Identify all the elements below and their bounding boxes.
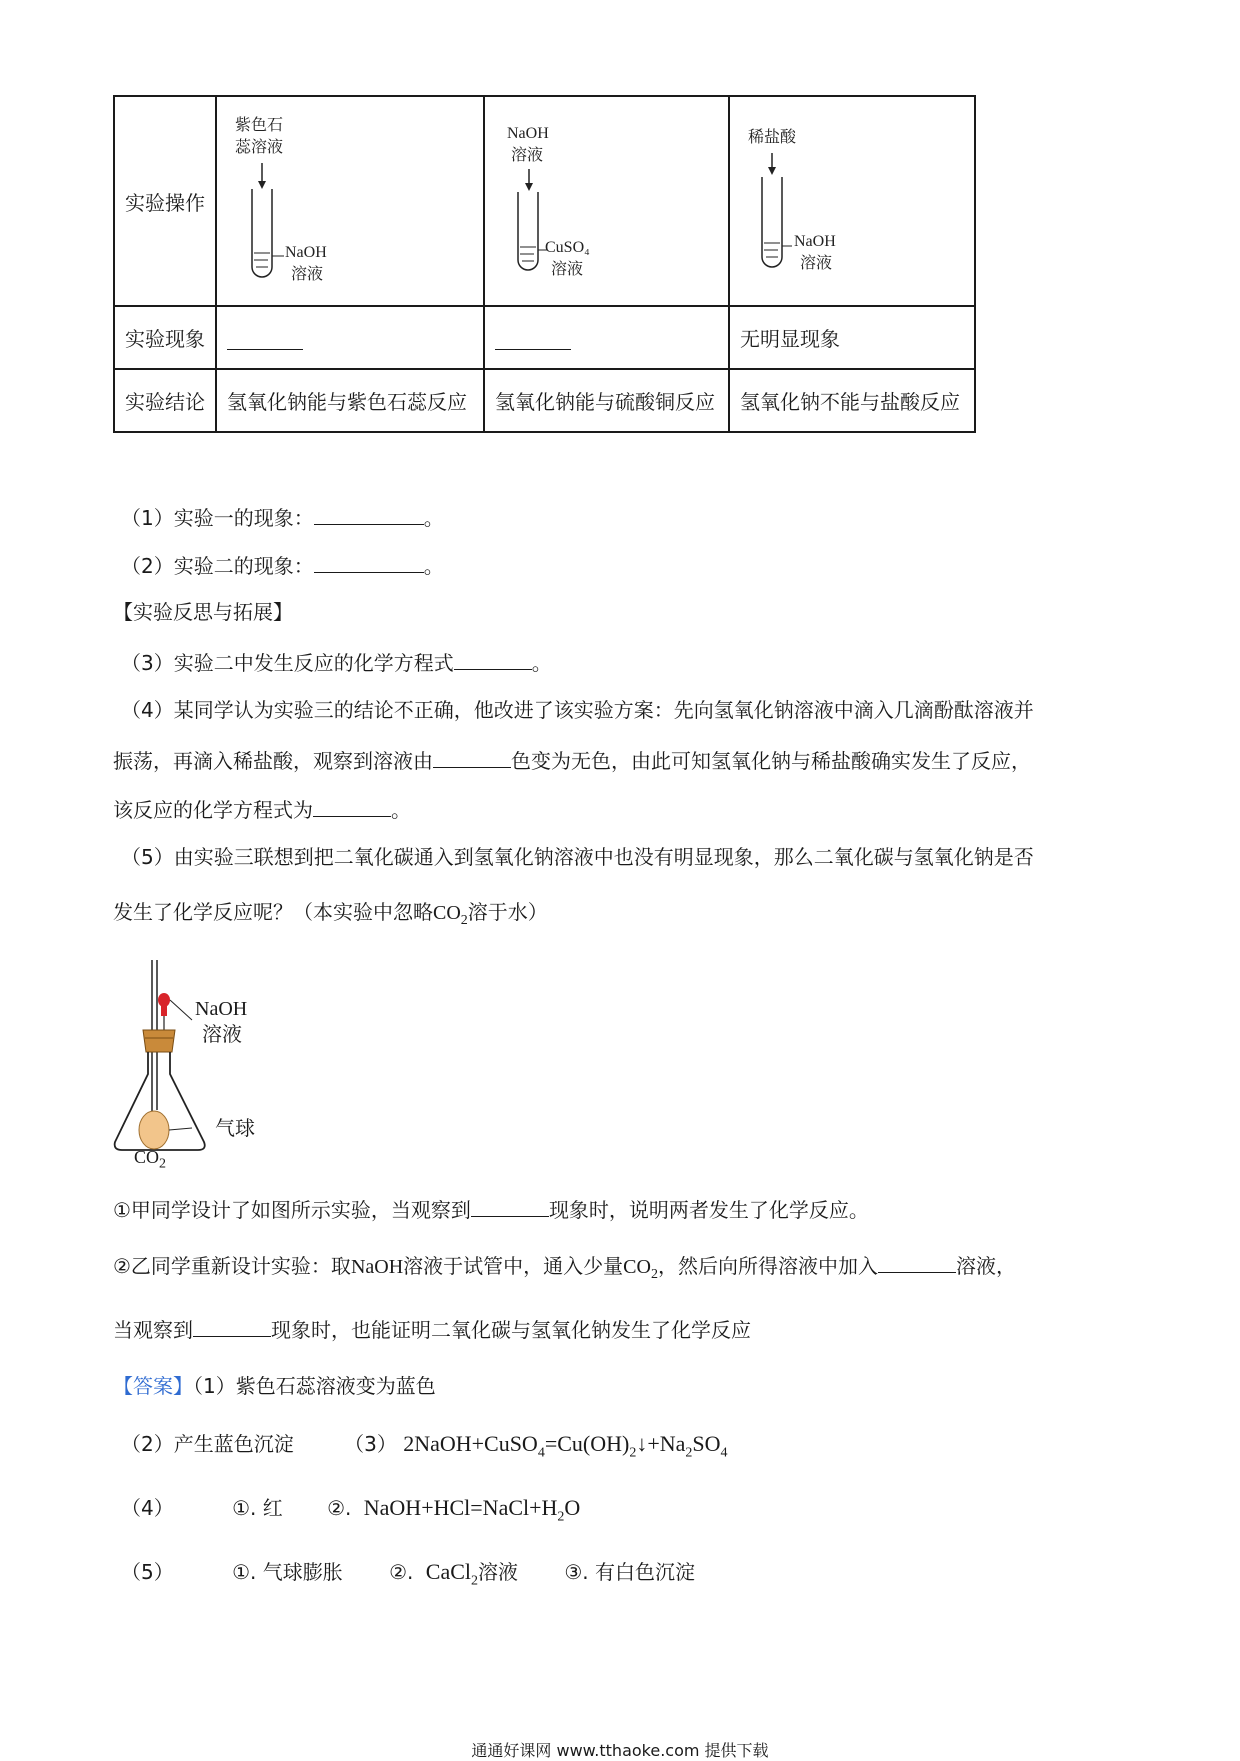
answer-text: ②. [389,1560,414,1584]
tube-label-3b: 溶液 [800,255,833,272]
answer-text: （3） [344,1432,397,1456]
answer-text: （5） [121,1560,174,1584]
table-row-operation [114,96,975,306]
question-2 [121,550,444,580]
row-header-phenomenon: 实验现象 [114,306,216,369]
answer-line-2 [121,1430,728,1467]
table-row-phenomenon [114,306,975,369]
question-text: 振荡，再滴入稀盐酸，观察到溶液由 [113,749,433,773]
phenomenon-cell-2 [484,306,729,369]
question-text: 。 [423,554,444,578]
tube-label-1a: NaOH [285,244,327,261]
question-text: 溶液于试管中，通入少量 [403,1254,624,1278]
question-4-line-3 [113,794,411,824]
answer-text: ②. [327,1496,352,1520]
answer-blank [314,550,424,573]
question-text: ①甲同学设计了如图所示实验，当观察到 [113,1198,471,1222]
answer-blank [313,794,391,817]
answer-text: ①. 气球膨胀 [232,1560,343,1584]
dropper-label-3a: 稀盐酸 [748,129,797,146]
figure-label-solution: 溶液 [202,1024,242,1046]
question-text: 。 [531,651,552,675]
answer-text: ①. 红 [232,1496,283,1520]
question-text: 发生了化学反应呢？（本实验中忽略 [113,900,433,924]
answer-text: ③. 有白色沉淀 [564,1560,696,1584]
operation-cell-3 [729,96,975,306]
figure-label-co2: $CO_2$ [134,1147,167,1172]
section-heading: 【实验反思与拓展】 [113,600,293,624]
chem-formula: $CO_2$ [623,1256,658,1282]
question-text: ②乙同学重新设计实验：取 [113,1254,351,1278]
question-text: 溶于水） [467,900,548,924]
tube-label-3a: NaOH [794,233,836,250]
answer-blank [193,1314,271,1337]
chem-equation: $NaOH+HCl=NaCl+H_2O$ [363,1495,581,1525]
question-5-line-2 [113,898,548,935]
test-tube-diagram-3 [730,97,976,307]
question-3 [121,647,552,677]
dropper-label-1b: 蕊溶液 [235,139,284,156]
answer-text: （1）紫色石蕊溶液变为蓝色 [193,1374,436,1398]
question-4-line-1: （4）某同学认为实验三的结论不正确，他改进了该实验方案：先向氢氧化钠溶液中滴入几滴酚酞溶液并 [121,698,1034,722]
operation-cell-1 [216,96,484,306]
answer-text: （2）产生蓝色沉淀 [121,1432,294,1456]
figure-label-naoh: NaOH [195,998,248,1020]
question-text: 当观察到 [113,1318,193,1342]
subquestion-2 [113,1250,1016,1289]
question-text: 溶液， [955,1254,1016,1278]
question-4-line-2 [113,745,1031,775]
dropper-label-1a: 紫色石 [235,117,284,134]
conclusion-cell-3: 氢氧化钠不能与盐酸反应 [729,369,975,432]
row-header-operation: 实验操作 [114,96,216,306]
figure-label-balloon: 气球 [215,1118,255,1140]
table-row-conclusion [114,369,975,432]
tube-label-2b: 溶液 [551,261,584,278]
answer-tag: 【答案】 [113,1374,193,1398]
test-tube-diagram-1 [217,97,485,307]
question-text: 。 [391,798,411,822]
answer-text: （4） [121,1496,174,1520]
answer-blank [314,502,424,525]
chem-formula: CaCl$_2$ [425,1559,478,1589]
subquestion-1 [113,1194,869,1224]
answer-blank [227,329,303,350]
test-tube-diagram-2 [485,97,730,307]
answer-text: 溶液 [478,1560,518,1584]
tube-label-2a: CuSO₄ [545,239,590,256]
question-text: 该反应的化学方程式为 [113,798,313,822]
question-text: ，然后向所得溶液中加入 [657,1254,878,1278]
answer-line-5 [121,1558,695,1595]
question-5-line-1: （5）由实验三联想到把二氧化碳通入到氢氧化钠溶液中也没有明显现象，那么二氧化碳与氢氧化钠是否 [121,845,1034,869]
question-text: 。 [423,506,444,530]
question-1 [121,502,444,532]
question-text: 现象时，说明两者发生了化学反应。 [548,1198,869,1222]
dropper-label-2b: 溶液 [511,147,544,164]
subquestion-3 [113,1314,751,1344]
experiment-table [113,95,976,433]
answer-line-1 [113,1372,436,1400]
flask-figure [110,952,280,1172]
operation-cell-2 [484,96,729,306]
answer-blank [433,745,511,768]
answer-line-4 [121,1494,580,1531]
question-text: 色变为无色，由此可知氢氧化钠与稀盐酸确实发生了反应， [511,749,1031,773]
tube-label-1b: 溶液 [291,266,324,283]
row-header-conclusion: 实验结论 [114,369,216,432]
question-text: 现象时，也能证明二氧化碳与氢氧化钠发生了化学反应 [271,1318,751,1342]
question-text: （2）实验二的现象： [121,554,314,578]
question-text: （3）实验二中发生反应的化学方程式 [121,651,454,675]
chem-equation: $2NaOH+CuSO_4=Cu(OH)_2↓+Na_2SO_4$ [403,1431,728,1461]
chem-formula: NaOH [350,1256,404,1278]
page-footer: 通通好课网 www.tthaoke.com 提供下载 [471,1741,769,1760]
chem-formula: $CO_2$ [433,902,468,928]
conclusion-cell-1: 氢氧化钠能与紫色石蕊反应 [216,369,484,432]
dropper-label-2a: NaOH [507,125,549,142]
conclusion-cell-2: 氢氧化钠能与硫酸铜反应 [484,369,729,432]
answer-blank [454,647,532,670]
question-text: （1）实验一的现象： [121,506,314,530]
phenomenon-cell-3: 无明显现象 [729,306,975,369]
answer-blank [495,329,571,350]
answer-blank [471,1194,549,1217]
phenomenon-cell-1 [216,306,484,369]
answer-blank [878,1250,956,1273]
